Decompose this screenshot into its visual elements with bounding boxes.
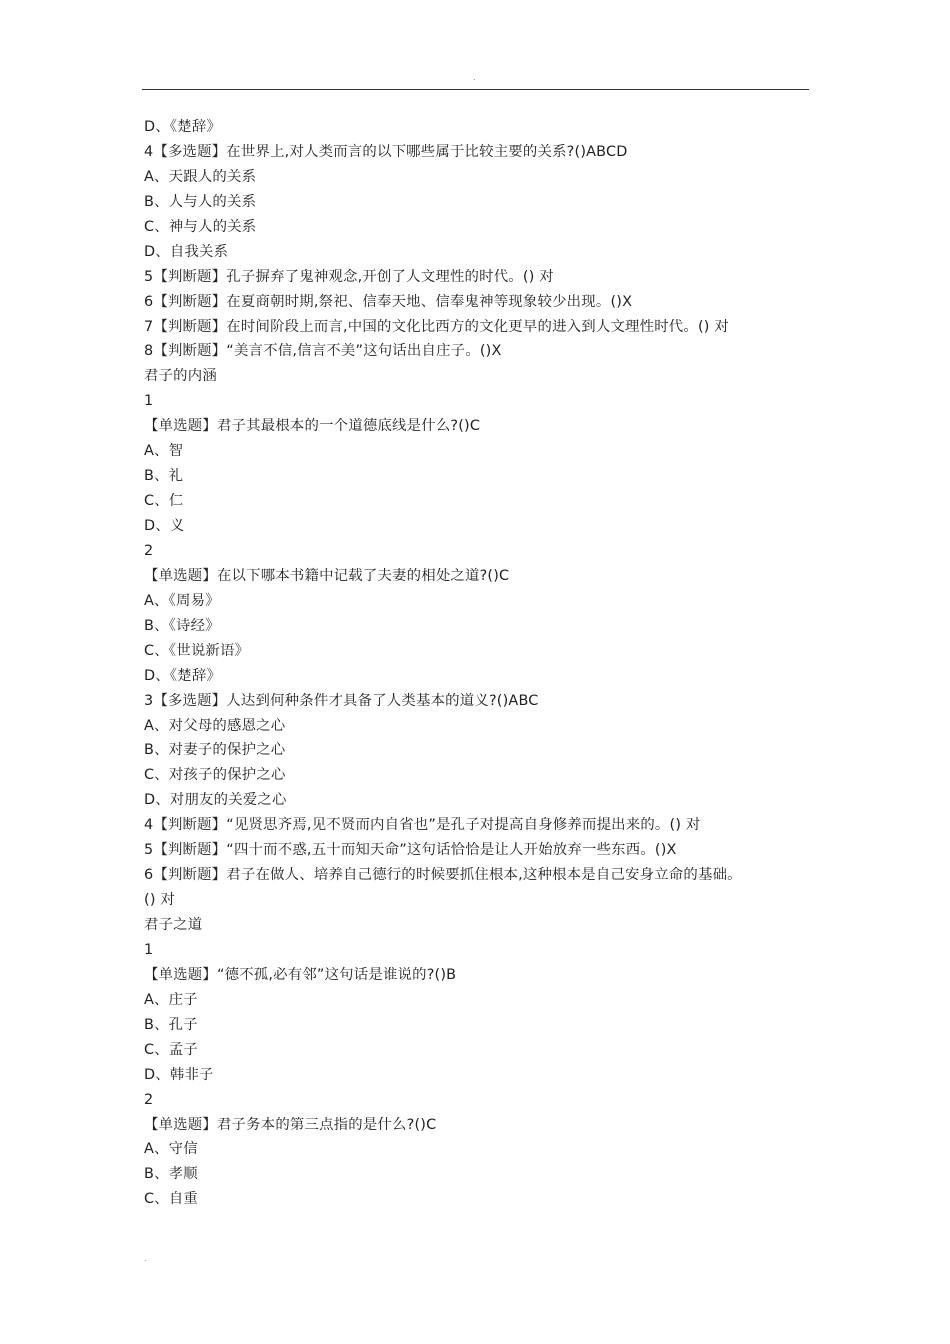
question-number: 2 (144, 542, 154, 559)
section-heading: 君子之道 (144, 917, 203, 933)
option-line: B、人与人的关系 (144, 193, 257, 210)
option-line: A、庄子 (144, 991, 198, 1008)
option-line: D、《楚辞》 (144, 119, 222, 135)
option-line: A、守信 (144, 1141, 198, 1158)
question-line: 【单选题】君子其最根本的一个道德底线是什么?()C (144, 418, 481, 435)
option-line: C、对孩子的保护之心 (144, 767, 286, 784)
question-line: 【单选题】君子务本的第三点指的是什么?()C (144, 1116, 437, 1133)
answer-continuation: () 对 (144, 892, 175, 909)
question-number: 2 (144, 1091, 154, 1108)
option-line: D、自我关系 (144, 243, 229, 260)
option-line: D、义 (144, 518, 185, 534)
option-line: B、孔子 (144, 1016, 198, 1033)
option-line: D、对朋友的关爱之心 (144, 792, 287, 809)
header-divider (142, 89, 809, 90)
option-line: C、自重 (144, 1191, 199, 1208)
question-line: 5【判断题】“四十而不惑,五十而知天命”这句话恰恰是让人开始放弃一些东西。()X (144, 842, 677, 859)
option-line: D、《楚辞》 (144, 667, 222, 684)
option-line: D、韩非子 (144, 1066, 214, 1083)
option-line: C、孟子 (144, 1041, 199, 1058)
question-line: 4【判断题】“见贤思齐焉,见不贤而内自省也”是孔子对提高自身修养而提出来的。() 对 (144, 817, 701, 834)
question-line: 6【判断题】君子在做人、培养自己德行的时候要抓住根本,这种根本是自己安身立命的基础。 (144, 867, 742, 884)
option-line: B、《诗经》 (144, 617, 220, 634)
document-body (144, 115, 814, 1212)
question-line: 【单选题】“德不孤,必有邻”这句话是谁说的?()B (144, 966, 457, 983)
question-line: 3【多选题】人达到何种条件才具备了人类基本的道义?()ABC (144, 692, 539, 709)
option-line: C、仁 (144, 493, 184, 510)
option-line: A、《周易》 (144, 592, 220, 609)
question-number: 1 (144, 393, 154, 410)
option-line: A、对父母的感恩之心 (144, 717, 286, 734)
footer-mark: . (144, 1254, 147, 1263)
option-line: B、孝顺 (144, 1166, 198, 1183)
header-mark: . (473, 73, 476, 82)
question-line: 5【判断题】孔子摒弃了鬼神观念,开创了人文理性的时代。() 对 (144, 268, 554, 285)
option-line: A、天跟人的关系 (144, 168, 257, 185)
question-line: 6【判断题】在夏商朝时期,祭祀、信奉天地、信奉鬼神等现象较少出现。()X (144, 293, 633, 310)
option-line: A、智 (144, 443, 184, 460)
section-heading: 君子的内涵 (144, 368, 217, 385)
option-line: B、礼 (144, 468, 184, 485)
option-line: C、神与人的关系 (144, 218, 257, 235)
question-line: 【单选题】在以下哪本书籍中记载了夫妻的相处之道?()C (144, 567, 510, 584)
question-line: 7【判断题】在时间阶段上而言,中国的文化比西方的文化更早的进入到人文理性时代。() 对 (144, 318, 729, 335)
question-line: 4【多选题】在世界上,对人类而言的以下哪些属于比较主要的关系?()ABCD (144, 143, 628, 160)
option-line: C、《世说新语》 (144, 642, 250, 659)
question-number: 1 (144, 941, 154, 958)
option-line: B、对妻子的保护之心 (144, 742, 286, 759)
question-line: 8【判断题】“美言不信,信言不美”这句话出自庄子。()X (144, 343, 502, 360)
